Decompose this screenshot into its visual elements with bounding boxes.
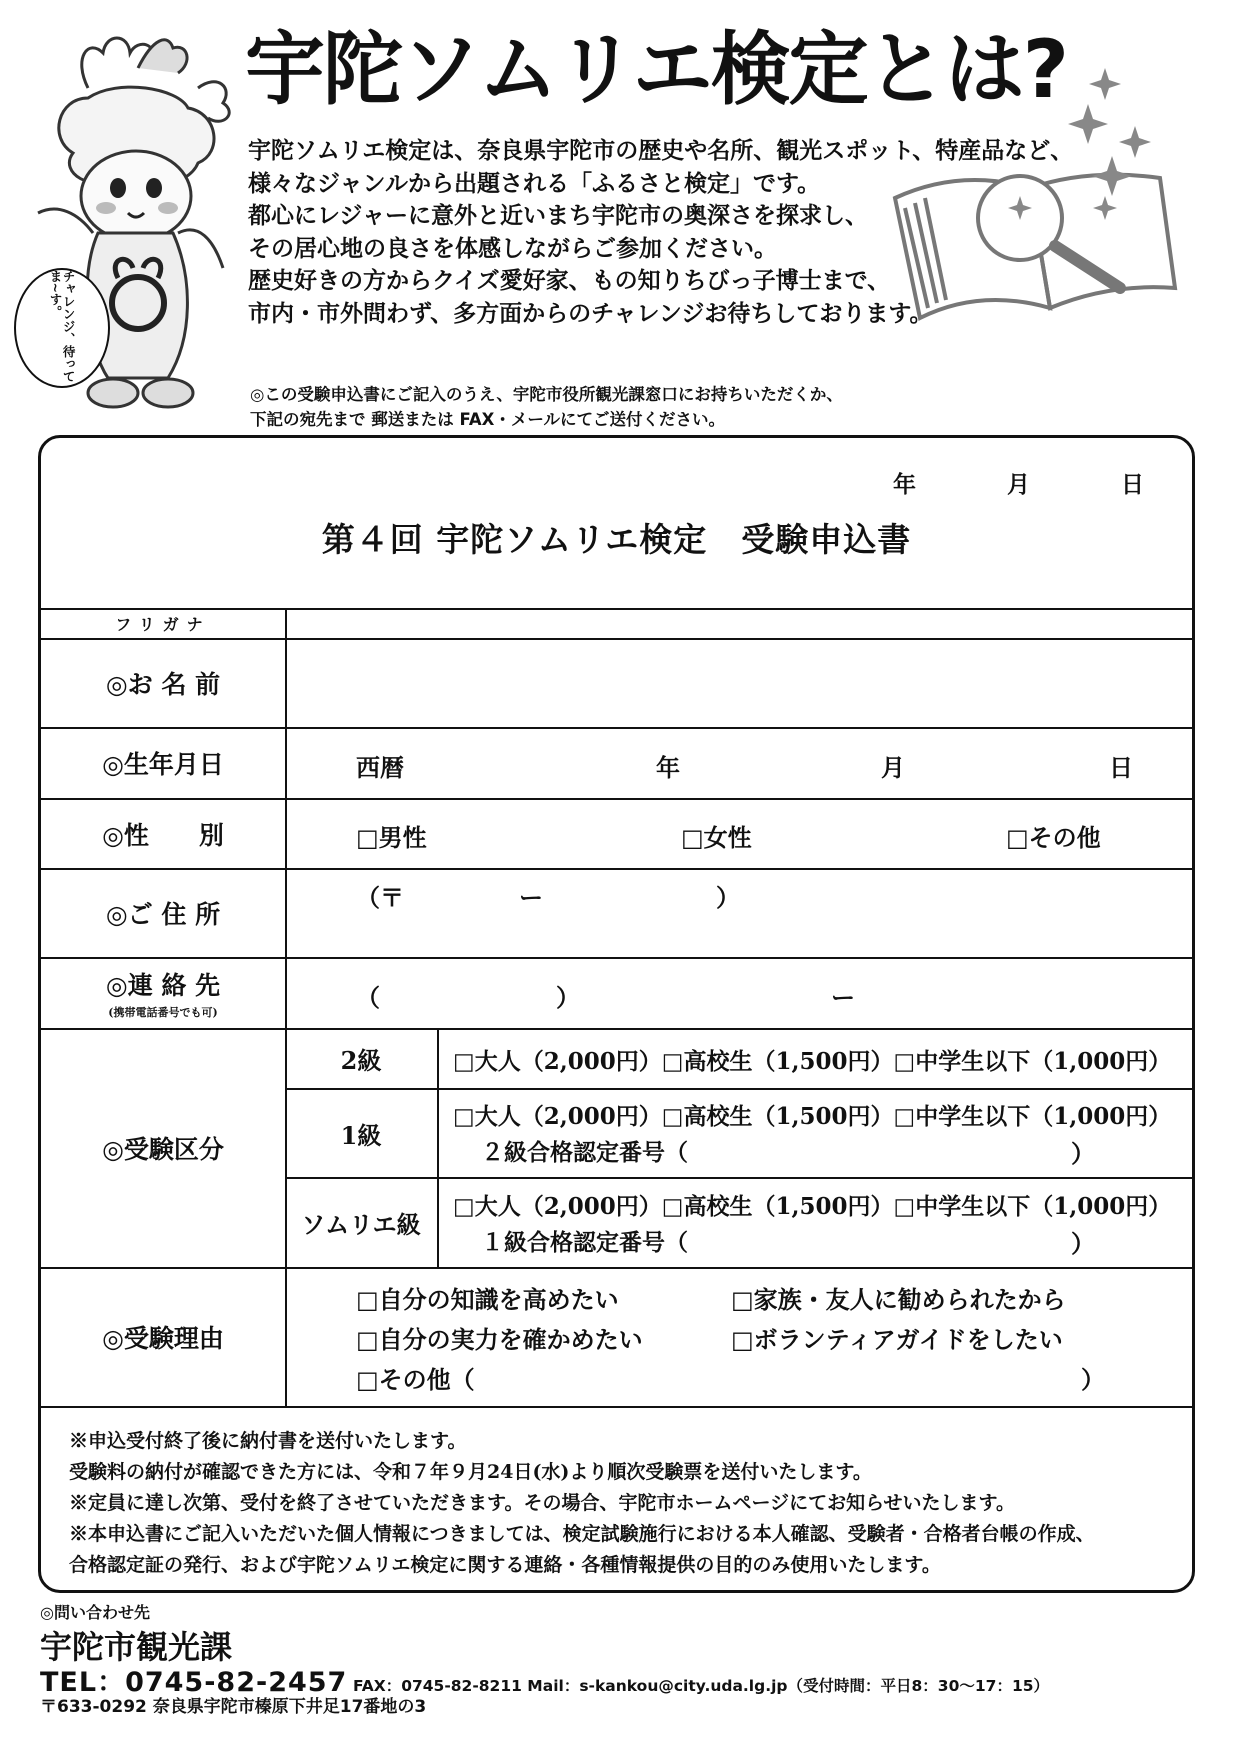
name-label: ◎お 名 前: [105, 670, 221, 699]
contact-address: 〒633-0292 奈良県宇陀市榛原下井足17番地の3: [40, 1697, 427, 1717]
reason-label: ◎受験理由: [102, 1324, 224, 1353]
reason-option-other[interactable]: □その他（: [356, 1365, 475, 1394]
notice-line: 下記の宛先まで 郵送または FAX・メールにてご送付ください。: [250, 410, 726, 429]
gender-option-male[interactable]: □男性: [356, 823, 427, 852]
book-magnifier-icon: [880, 68, 1225, 338]
application-form: [38, 435, 1195, 1593]
phone-close: ）: [556, 983, 580, 1012]
reason-other-close: ）: [1081, 1365, 1105, 1394]
gender-option-female[interactable]: □女性: [681, 823, 752, 852]
contact-fax-mail[interactable]: FAX：0745-82-8211 Mail：s-kankou@city.uda.lg.jp（受付時間：平日8：30～17：15）: [352, 1677, 1050, 1695]
phone-dash: ー: [831, 983, 855, 1012]
name-field[interactable]: [301, 648, 1181, 718]
reason-option-ability[interactable]: □自分の実力を確かめたい: [356, 1325, 643, 1354]
contact-label: ◎連 絡 先 (携帯電話番号でも可): [105, 971, 221, 1019]
grade-sommelier-cert: １級合格認定番号（: [481, 1229, 688, 1256]
postal-close: ）: [716, 883, 740, 912]
speech-bubble: チャレンジ、待ってま~す。: [14, 268, 110, 388]
page-title: 宇陀ソムリエ検定とは?: [245, 23, 1068, 116]
reason-option-volunteer[interactable]: □ボランティアガイドをしたい: [731, 1325, 1063, 1354]
form-footnotes: [69, 1426, 1179, 1581]
footnote: 受験料の納付が確認できた方には、令和７年９月24日(水)より順次受験票を送付いたします。: [69, 1461, 872, 1483]
furigana-label: フリガナ: [115, 615, 211, 634]
grade-sommelier-fees[interactable]: □大人（2,000円）□高校生（1,500円）□中学生以下（1,000円）: [453, 1193, 1172, 1220]
intro-line: その居心地の良さを体感しながらご参加ください。: [248, 234, 777, 262]
grade-1-cert-close: ）: [1071, 1139, 1095, 1168]
intro-line: 様々なジャンルから出題される「ふるさと検定」です。: [248, 169, 821, 197]
furigana-field[interactable]: [301, 618, 1181, 638]
divider: [41, 608, 1192, 610]
birth-label: ◎生年月日: [102, 750, 224, 779]
grade-1-fees[interactable]: □大人（2,000円）□高校生（1,500円）□中学生以下（1,000円）: [453, 1103, 1172, 1130]
reason-option-recommended[interactable]: □家族・友人に勧められたから: [731, 1285, 1066, 1314]
birth-month: 月: [881, 753, 905, 782]
date-day: 日: [1121, 471, 1144, 498]
birth-day: 日: [1109, 753, 1133, 782]
intro-line: 市内・市外問わず、多方面からのチャレンジお待ちしております。: [248, 299, 933, 327]
date-month: 月: [1007, 471, 1030, 498]
birth-era: 西暦: [356, 753, 404, 782]
divider: [437, 1028, 439, 1267]
footnote: ※申込受付終了後に納付書を送付いたします。: [69, 1430, 467, 1452]
contact-tel[interactable]: TEL：0745-82-2457: [40, 1667, 348, 1698]
grade-sommelier-cert-close: ）: [1071, 1229, 1095, 1258]
contact-heading: ◎問い合わせ先: [40, 1603, 150, 1622]
grade-1-label: 1級: [340, 1120, 382, 1150]
footnote: ※本申込書にご記入いただいた個人情報につきましては、検定試験施行における本人確認、受験者・合格者台帳の作成、: [69, 1523, 1095, 1545]
gender-label: ◎性 別: [102, 820, 224, 850]
grade-2-label: 2級: [340, 1046, 382, 1075]
grade-2-fees[interactable]: □大人（2,000円）□高校生（1,500円）□中学生以下（1,000円）: [453, 1048, 1172, 1075]
address-label: ◎ご 住 所: [105, 900, 221, 929]
intro-line: 歴史好きの方からクイズ愛好家、もの知りちびっ子博士まで、: [248, 267, 891, 294]
intro-line: 宇陀ソムリエ検定は、奈良県宇陀市の歴史や名所、観光スポット、特産品など、: [248, 137, 1074, 164]
contact-sub-label: (携帯電話番号でも可): [108, 1006, 218, 1019]
birth-year: 年: [656, 753, 680, 782]
intro-line: 都心にレジャーに意外と近いまち宇陀市の奥深さを探求し、: [248, 202, 868, 229]
grade-sommelier-label: ソムリエ級: [301, 1210, 421, 1239]
submission-notice: [250, 382, 1010, 432]
contact-department: 宇陀市観光課: [40, 1628, 233, 1666]
postal-open: （〒: [356, 883, 404, 912]
footnote: ※定員に達し次第、受付を終了させていただきます。その場合、宇陀市ホームページにてお知らせいたします。: [69, 1492, 1016, 1514]
divider: [41, 1406, 1192, 1408]
divider: [285, 608, 287, 1406]
notice-line: ◎この受験申込書にご記入のうえ、宇陀市役所観光課窓口にお持ちいただくか、: [250, 385, 843, 404]
reason-option-knowledge[interactable]: □自分の知識を高めたい: [356, 1285, 619, 1314]
category-label: ◎受験区分: [102, 1135, 224, 1164]
postal-dash: ー: [519, 883, 543, 912]
form-title: 第４回 宇陀ソムリエ検定 受験申込書: [321, 520, 912, 559]
phone-open: （: [356, 983, 380, 1012]
grade-1-cert: ２級合格認定番号（: [481, 1139, 688, 1166]
gender-option-other[interactable]: □その他: [1006, 823, 1101, 852]
date-year: 年: [893, 471, 916, 498]
footnote: 合格認定証の発行、および宇陀ソムリエ検定に関する連絡・各種情報提供の目的のみ使用いたします。: [69, 1554, 941, 1576]
